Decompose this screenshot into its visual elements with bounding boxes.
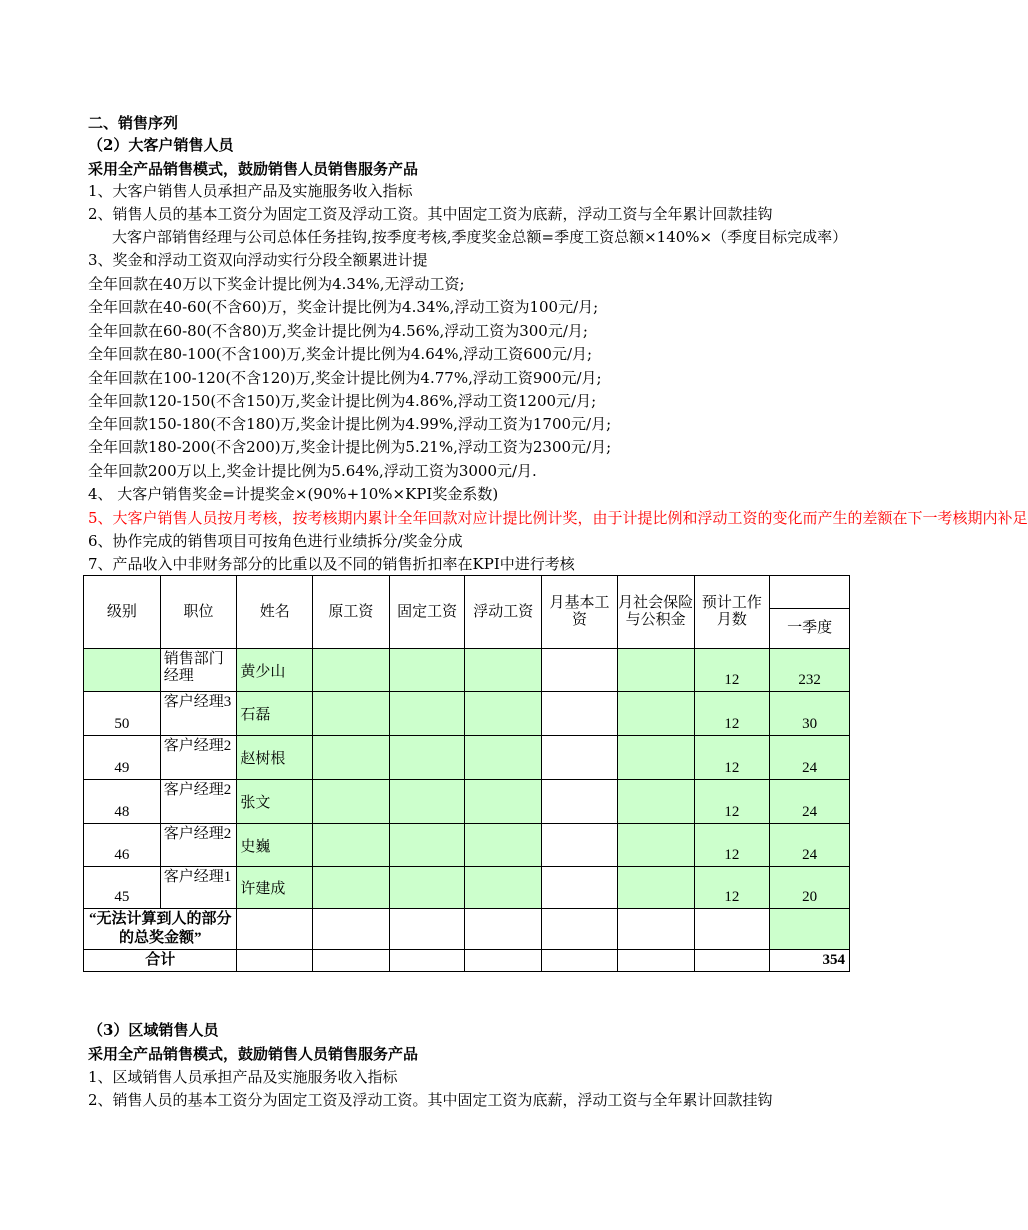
rule-line: 1、区域销售人员承担产品及实施服务收入指标: [88, 1068, 398, 1086]
monthly-base-cell: [542, 867, 618, 909]
social-insurance-cell: [617, 692, 694, 736]
rule-line: 2、销售人员的基本工资分为固定工资及浮动工资。其中固定工资为底薪，浮动工资与全年累计回款挂钩: [88, 205, 773, 223]
social-insurance-cell: [617, 867, 694, 909]
q1-cell: 24: [770, 780, 850, 824]
floating-salary-cell: [465, 780, 542, 824]
rule-line: 全年回款150-180(不含180)万,奖金计提比例为4.99%,浮动工资为1700元/月;: [88, 415, 612, 433]
monthly-base-cell: [542, 780, 618, 824]
original-salary-cell: [313, 736, 390, 780]
rule-line: 大客户部销售经理与公司总体任务挂钩,按季度考核,季度奖金总额=季度工资总额×140%×（季度目标完成率）: [112, 228, 848, 246]
social-insurance-cell: [617, 736, 694, 780]
empty-cell: [542, 950, 618, 972]
sales-mode-text: 采用全产品销售模式，鼓励销售人员销售服务产品: [88, 1045, 419, 1063]
level-cell: 49: [84, 736, 161, 780]
level-cell: 50: [84, 692, 161, 736]
section-title: 二、销售序列: [88, 114, 179, 132]
empty-cell: [617, 909, 694, 950]
empty-cell: [313, 950, 390, 972]
original-salary-cell: [313, 867, 390, 909]
empty-cell: [694, 909, 770, 950]
fixed-salary-cell: [389, 692, 465, 736]
header-q1: 一季度: [770, 609, 850, 649]
empty-cell: [542, 909, 618, 950]
original-salary-cell: [313, 780, 390, 824]
header-monthly-base: 月基本工资: [542, 576, 618, 649]
name-cell: 张文: [237, 780, 313, 824]
social-insurance-cell: [617, 649, 694, 692]
subsection-title-key-accounts: （2）大客户销售人员: [88, 136, 234, 154]
level-cell: 45: [84, 867, 161, 909]
monthly-base-cell: [542, 736, 618, 780]
name-cell: 许建成: [237, 867, 313, 909]
rule-line: 全年回款200万以上,奖金计提比例为5.64%,浮动工资为3000元/月.: [88, 462, 537, 480]
name-cell: 黄少山: [237, 649, 313, 692]
floating-salary-cell: [465, 736, 542, 780]
table-row: [84, 649, 850, 692]
table-row: [84, 780, 850, 824]
total-q1-cell: 354: [770, 950, 850, 972]
unassigned-q1-cell: [770, 909, 850, 950]
table-row: [84, 692, 850, 736]
subsection-title-regional: （3）区域销售人员: [88, 1021, 219, 1039]
total-row: [84, 950, 850, 972]
empty-cell: [389, 909, 465, 950]
rule-line: 7、产品收入中非财务部分的比重以及不同的销售折扣率在KPI中进行考核: [88, 555, 575, 573]
empty-cell: [313, 909, 390, 950]
name-cell: 石磊: [237, 692, 313, 736]
fixed-salary-cell: [389, 867, 465, 909]
bonus-table: [83, 575, 850, 972]
social-insurance-cell: [617, 780, 694, 824]
empty-cell: [237, 909, 313, 950]
fixed-salary-cell: [389, 824, 465, 867]
floating-salary-cell: [465, 649, 542, 692]
monthly-base-cell: [542, 649, 618, 692]
total-label: 合计: [84, 950, 237, 972]
header-fixed-salary: 固定工资: [389, 576, 465, 649]
fixed-salary-cell: [389, 780, 465, 824]
level-cell: 48: [84, 780, 161, 824]
position-cell: 客户经理1: [160, 867, 237, 909]
position-cell: 销售部门经理: [160, 649, 237, 692]
rule-line: 全年回款在80-100(不含100)万,奖金计提比例为4.64%,浮动工资600元/月;: [88, 345, 593, 363]
fixed-salary-cell: [389, 736, 465, 780]
q1-cell: 24: [770, 736, 850, 780]
work-months-cell: 12: [694, 867, 770, 909]
empty-cell: [465, 950, 542, 972]
empty-cell: [465, 909, 542, 950]
work-months-cell: 12: [694, 824, 770, 867]
monthly-base-cell: [542, 824, 618, 867]
rule-line: 4、 大客户销售奖金=计提奖金×(90%+10%×KPI奖金系数): [88, 485, 499, 503]
header-name: 姓名: [237, 576, 313, 649]
rule-line: 全年回款在40-60(不含60)万，奖金计提比例为4.34%,浮动工资为100元/月;: [88, 298, 599, 316]
original-salary-cell: [313, 649, 390, 692]
original-salary-cell: [313, 692, 390, 736]
rule-line: 全年回款在100-120(不含120)万,奖金计提比例为4.77%,浮动工资900元/月;: [88, 369, 602, 387]
header-blank-cell: [770, 576, 850, 609]
table-row: [84, 867, 850, 909]
work-months-cell: 12: [694, 649, 770, 692]
original-salary-cell: [313, 824, 390, 867]
table-row: [84, 824, 850, 867]
work-months-cell: 12: [694, 780, 770, 824]
q1-cell: 232: [770, 649, 850, 692]
work-months-cell: 12: [694, 692, 770, 736]
rule-line-highlighted: 5、大客户销售人员按月考核，按考核期内累计全年回款对应计提比例计奖，由于计提比例和浮动工资的变化而产生的差额在下一考核期内补足: [88, 509, 1028, 527]
header-work-months: 预计工作月数: [694, 576, 770, 649]
rule-line: 6、协作完成的销售项目可按角色进行业绩拆分/奖金分成: [88, 532, 463, 550]
q1-cell: 30: [770, 692, 850, 736]
header-original-salary: 原工资: [313, 576, 390, 649]
unassigned-bonus-row: [84, 909, 850, 950]
level-cell: 46: [84, 824, 161, 867]
header-position: 职位: [160, 576, 237, 649]
floating-salary-cell: [465, 692, 542, 736]
rule-line: 3、奖金和浮动工资双向浮动实行分段全额累进计提: [88, 251, 428, 269]
empty-cell: [237, 950, 313, 972]
table-row: [84, 736, 850, 780]
level-cell: [84, 649, 161, 692]
header-level: 级别: [84, 576, 161, 649]
unassigned-bonus-label: “无法计算到人的部分的总奖金额”: [84, 909, 237, 950]
fixed-salary-cell: [389, 649, 465, 692]
rule-line: 2、销售人员的基本工资分为固定工资及浮动工资。其中固定工资为底薪，浮动工资与全年累计回款挂钩: [88, 1091, 773, 1109]
name-cell: 赵树根: [237, 736, 313, 780]
rule-line: 全年回款在40万以下奖金计提比例为4.34%,无浮动工资;: [88, 275, 465, 293]
monthly-base-cell: [542, 692, 618, 736]
social-insurance-cell: [617, 824, 694, 867]
sales-mode-text: 采用全产品销售模式，鼓励销售人员销售服务产品: [88, 160, 419, 178]
floating-salary-cell: [465, 867, 542, 909]
q1-cell: 24: [770, 824, 850, 867]
position-cell: 客户经理3: [160, 692, 237, 736]
rule-line: 全年回款120-150(不含150)万,奖金计提比例为4.86%,浮动工资1200元/月;: [88, 392, 597, 410]
empty-cell: [617, 950, 694, 972]
floating-salary-cell: [465, 824, 542, 867]
name-cell: 史巍: [237, 824, 313, 867]
rule-line: 全年回款180-200(不含200)万,奖金计提比例为5.21%,浮动工资为2300元/月;: [88, 438, 612, 456]
position-cell: 客户经理2: [160, 824, 237, 867]
rule-line: 全年回款在60-80(不含80)万,奖金计提比例为4.56%,浮动工资为300元/月;: [88, 322, 588, 340]
empty-cell: [694, 950, 770, 972]
header-social-insurance: 月社会保险与公积金: [617, 576, 694, 649]
work-months-cell: 12: [694, 736, 770, 780]
empty-cell: [389, 950, 465, 972]
q1-cell: 20: [770, 867, 850, 909]
header-floating-salary: 浮动工资: [465, 576, 542, 649]
position-cell: 客户经理2: [160, 736, 237, 780]
rule-line: 1、大客户销售人员承担产品及实施服务收入指标: [88, 182, 413, 200]
position-cell: 客户经理2: [160, 780, 237, 824]
